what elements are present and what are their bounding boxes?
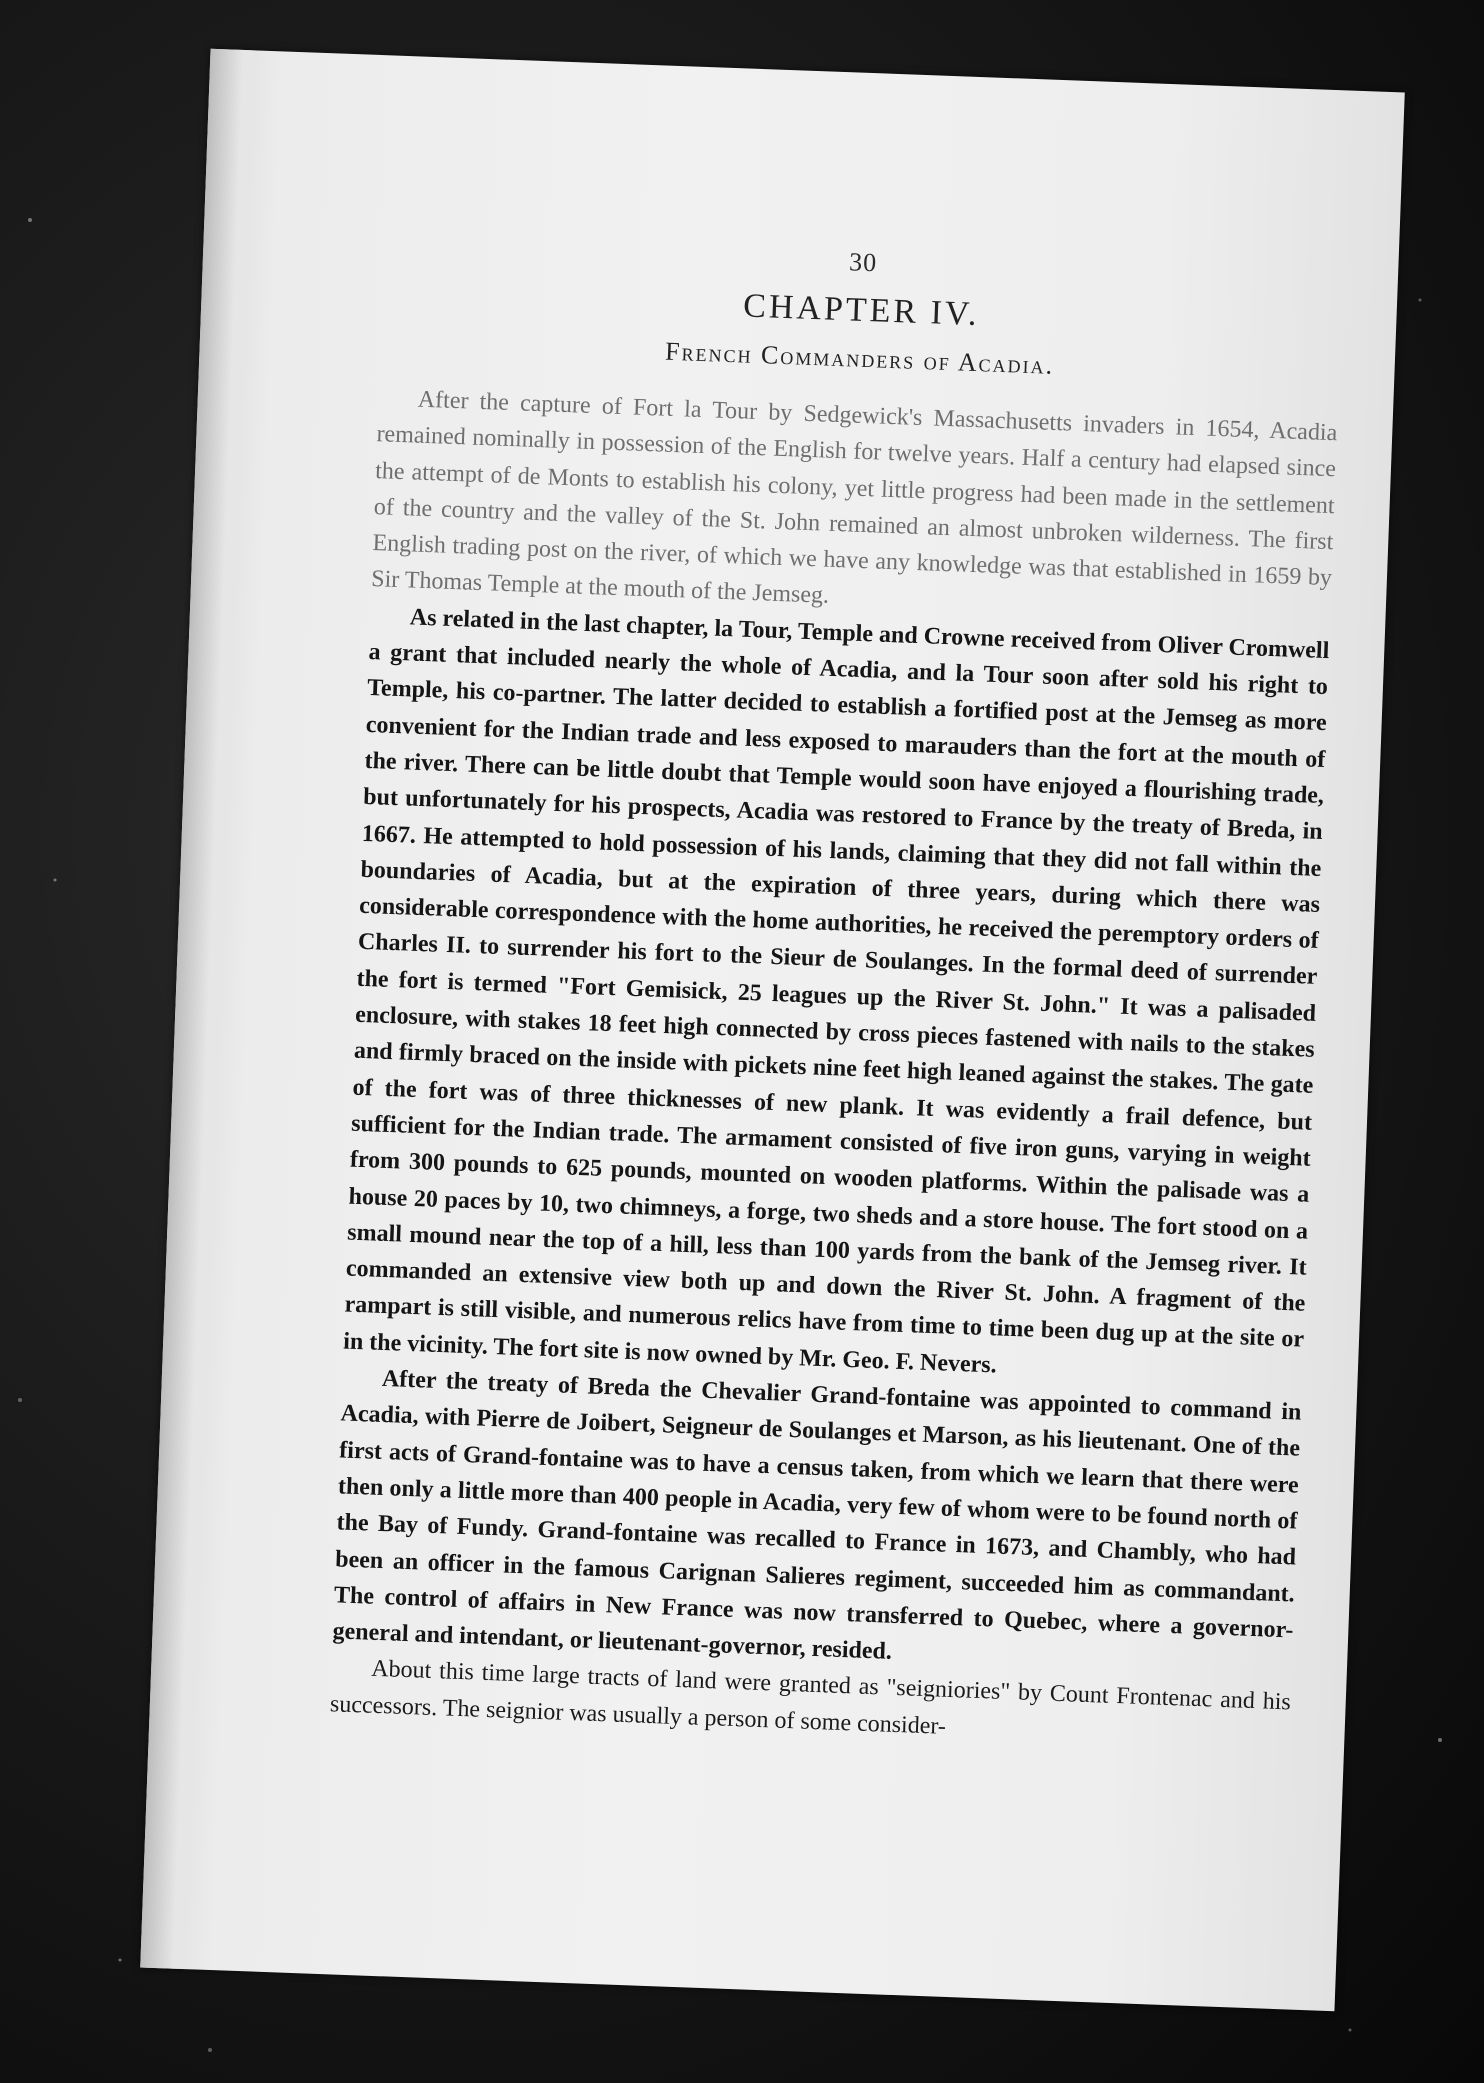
book-page [140,49,1405,2011]
paragraph-3: After the treaty of Breda the Chevalier Grand-fontaine was appointed to command in Acadia, with Pierre de Joibert, Seigneur de Soulanges et Marson, as his lieutenant. One of the first acts of Grand-fontaine was to have a census taken, from which we learn that there were then only a little more than 400 people in Acadia, very few of whom were to be found north of the Bay of Fundy. Grand-fontaine was recalled to France in 1673, and Chambly, who had been an officer in the famous Carignan Salieres regiment, succeeded him as commandant. The control of affairs in New France was now transferred to Quebec, where a governor-general and intendant, or lieutenant-governor, resided. [332,1365,1302,1665]
page-content [329,230,1343,1757]
page-number: 30 [848,247,878,278]
chapter-subtitle: French Commanders of Acadia. [664,336,1055,380]
chapter-title: CHAPTER IV. [742,287,981,334]
paragraph-1: After the capture of Fort la Tour by Sedgewick's Massachusetts invaders in 1654, Acadia remained nominally in possession of the English for twelve years. Half a century had elapsed since the attempt of de Monts to establish his colony, yet little progress had been made in the settlement of the country and the valley of the St. John remained an almost unbroken wilderness. The first English trading post on the river, of which we have any knowledge was that established in 1659 by Sir Thomas Temple at the mouth of the Jemseg. [370,386,1338,610]
paragraph-4: About this time large tracts of land were granted as "seigniories" by Count Frontenac and his successors. The seignior was usually a person of some consider- [329,1656,1292,1740]
paragraph-2: As related in the last chapter, la Tour, Temple and Crowne received from Oliver Cromwell a grant that included nearly the whole of Acadia, and la Tour soon after sold his right to Temple, his co-partner. The latter decided to establish a fortified post at the Jemseg as more convenient for the Indian trade and less exposed to marauders than the fort at the mouth of the river. There can be little doubt that Temple would soon have enjoyed a flourishing trade, but unfortunately for his prospects, Acadia was restored to France by the treaty of Breda, in 1667. He attempted to hold possession of his lands, claiming that they did not fall within the boundaries of Acadia, but at the expiration of three years, during which there was considerable correspondence with the home authorities, he received the peremptory orders of Charles II. to surrender his fort to the Sieur de Soulanges. In the formal deed of surrender the fort is termed "Fort Gemisick, 25 leagues up the River St. John." It was a palisaded enclosure, with stakes 18 feet high connected by cross pieces fastened with nails to the stakes and firmly braced on the inside with pickets nine feet high leaned against the stakes. The gate of the fort was of three thicknesses of new plank. It was evidently a frail defence, but sufficient for the Indian trade. The armament consisted of five iron guns, varying in weight from 300 pounds to 625 pounds, mounted on wooden platforms. Within the palisade was a house 20 paces by 10, two chimneys, a forge, two sheds and a store house. The fort stood on a small mound near the top of a hill, less than 100 yards from the bank of the Jemseg river. It commanded an extensive view both up and down the River St. John. A fragment of the rampart is still visible, and numerous relics have from time to time been dug up at the site or in the vicinity. The fort site is now owned by Mr. Geo. F. Nevers. [342,604,1330,1379]
